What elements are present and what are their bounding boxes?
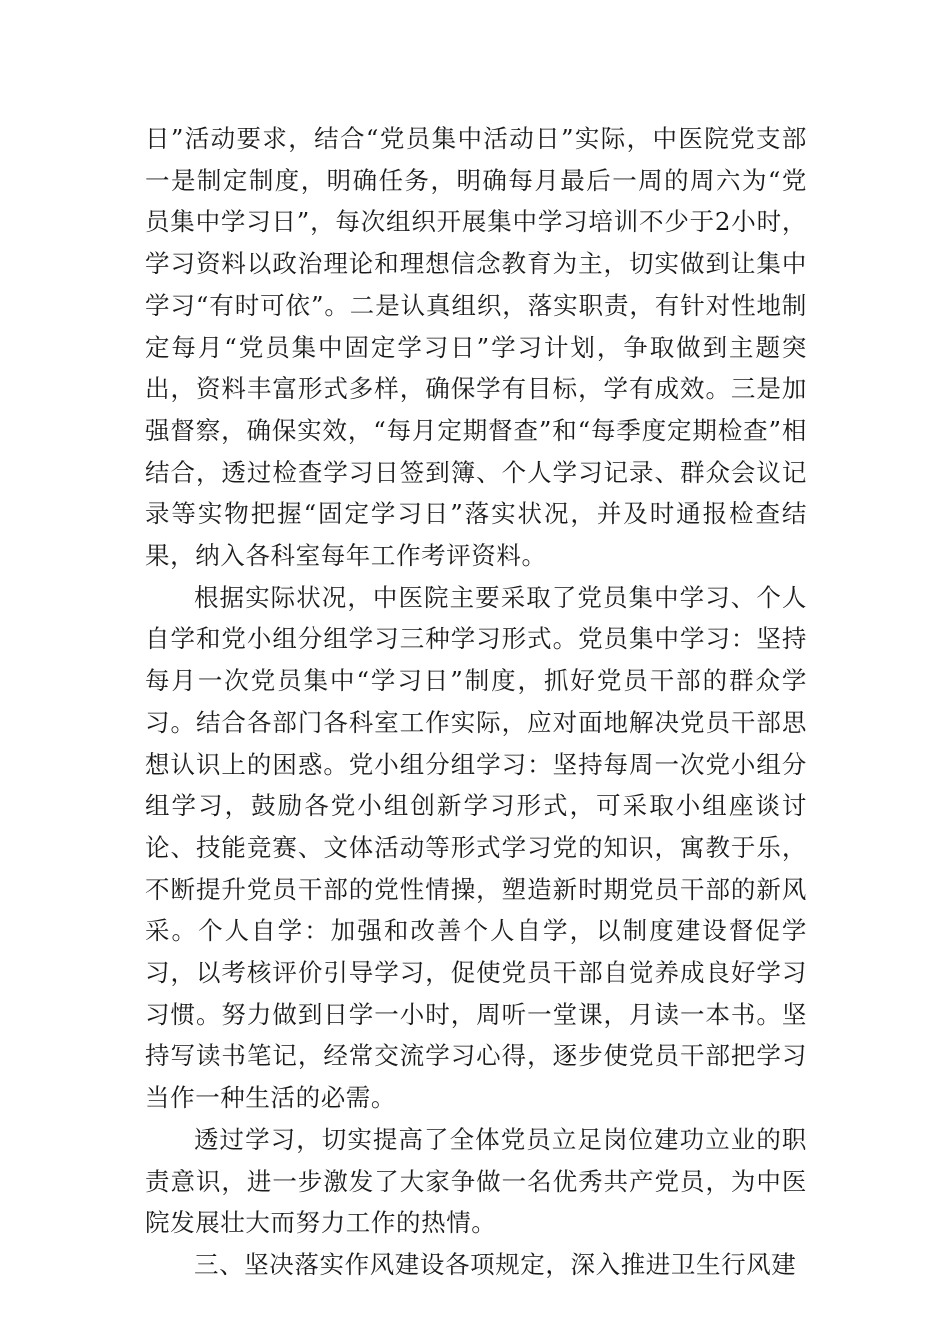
paragraph-2: 根据实际状况，中医院主要采取了党员集中学习、个人自学和党小组分组学习三种学习形式。党员集中学习：坚持每月一次党员集中“学习日”制度，抓好党员干部的群众学习。结合各部门各科室工作实际，应对面地解决党员干部思想认识上的困惑。党小组分组学习：坚持每周一次党小组分组学习，鼓励各党小组创新学习形式，可采取小组座谈讨论、技能竞赛、文体活动等形式学习党的知识，寓教于乐，不断提升党员干部的党性情操，塑造新时期党员干部的新风采。个人自学：加强和改善个人自学，以制度建设督促学习，以考核评价引导学习，促使党员干部自觉养成良好学习习惯。努力做到日学一小时，周听一堂课，月读一本书。坚持写读书笔记，经常交流学习心得，逐步使党员干部把学习当作一种生活的必需。 <box>145 582 807 1113</box>
paragraph-4-section-heading: 三、坚决落实作风建设各项规定，深入推进卫生行风建 <box>194 1249 797 1279</box>
paragraph-3: 透过学习，切实提高了全体党员立足岗位建功立业的职责意识，进一步激发了大家争做一名优秀共产党员，为中医院发展壮大而努力工作的热情。 <box>145 1124 807 1238</box>
paragraph-1: 日”活动要求，结合“党员集中活动日”实际，中医院党支部一是制定制度，明确任务，明确每月最后一周的周六为“党员集中学习日”，每次组织开展集中学习培训不少于2小时，学习资料以政治理论和理想信念教育为主，切实做到让集中学习“有时可依”。二是认真组织，落实职责，有针对性地制定每月“党员集中固定学习日”学习计划，争取做到主题突出，资料丰富形式多样，确保学有目标，学有成效。三是加强督察，确保实效，“每月定期督查”和“每季度定期检查”相结合，透过检查学习日签到簿、个人学习记录、群众会议记录等实物把握“固定学习日”落实状况，并及时通报检查结果，纳入各科室每年工作考评资料。 <box>145 124 807 571</box>
document-body <box>145 118 807 1286</box>
